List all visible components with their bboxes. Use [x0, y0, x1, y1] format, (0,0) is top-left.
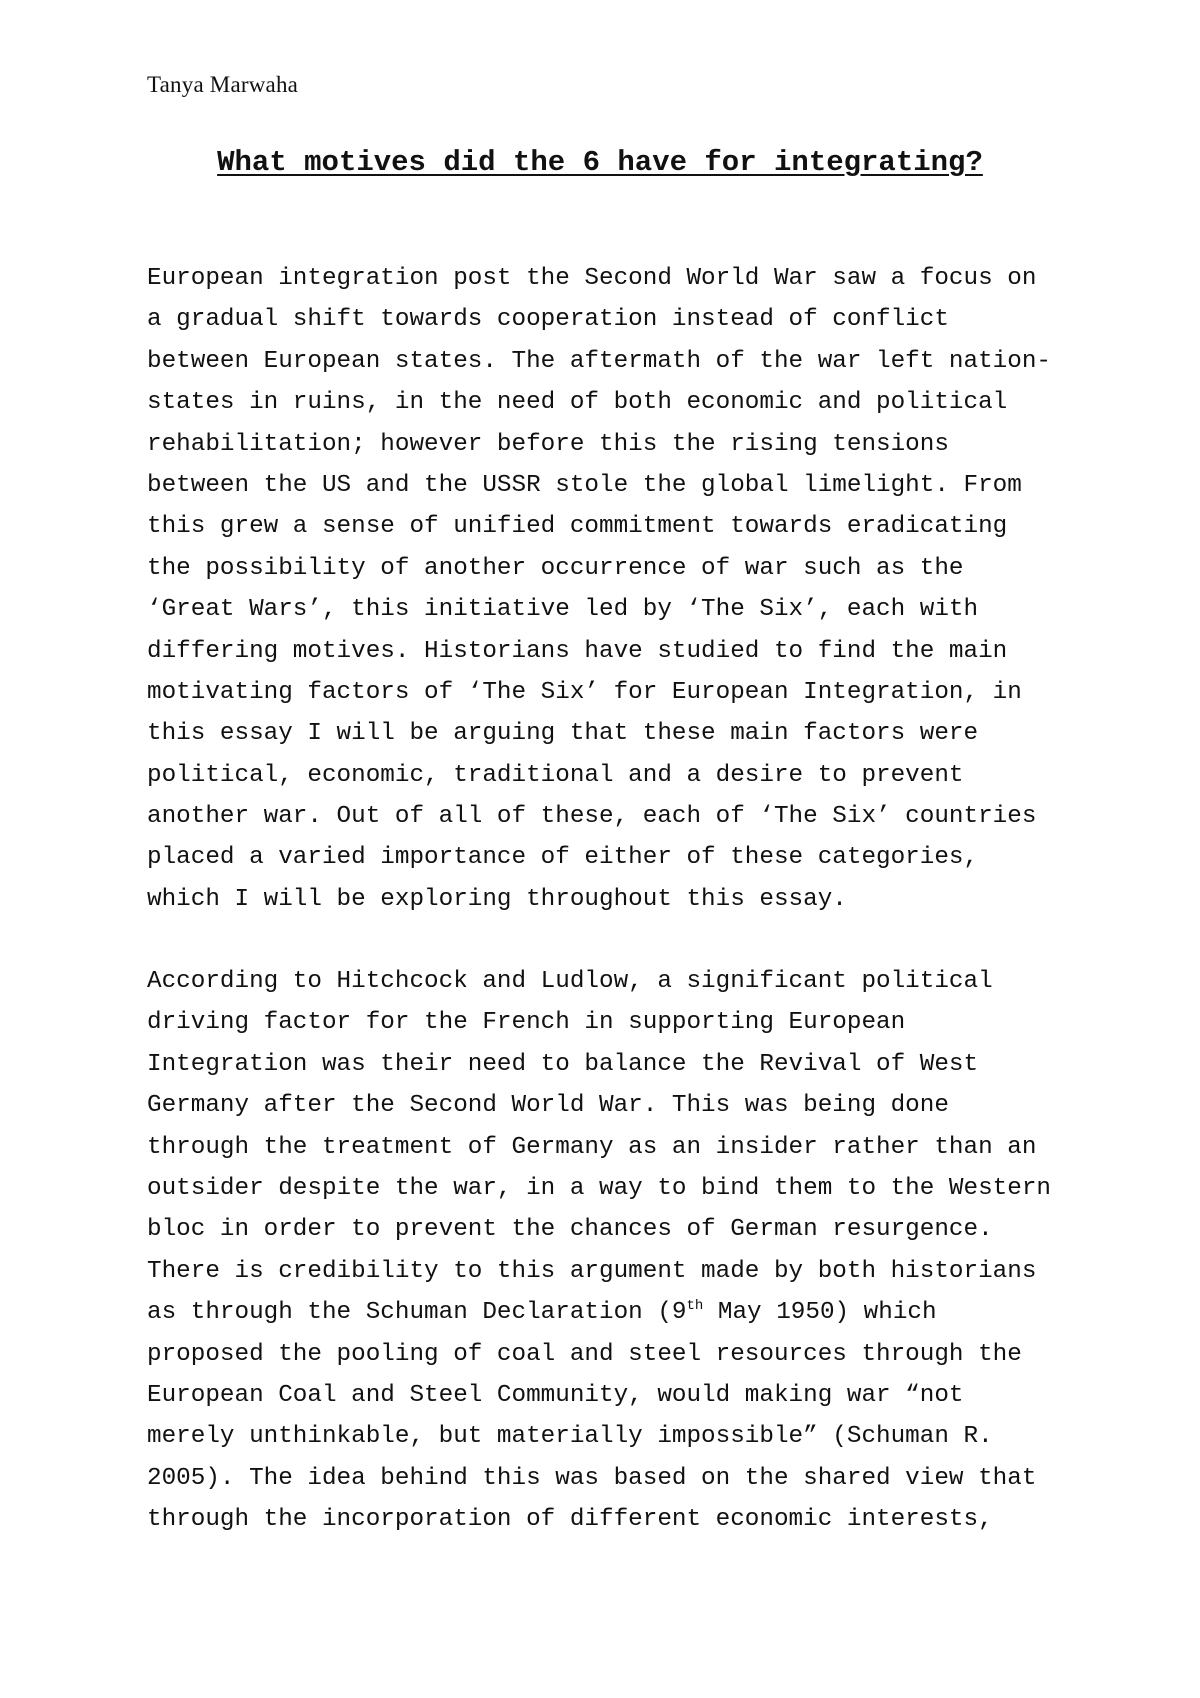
essay-title: What motives did the 6 have for integrating?	[217, 146, 983, 179]
text-line: this essay I will be arguing that these main factors were	[147, 720, 979, 748]
paragraph-political-motives	[147, 961, 1051, 1540]
text-line: Germany after the Second World War. This was being done	[147, 1092, 949, 1120]
text-line: rehabilitation; however before this the rising tensions	[147, 430, 949, 458]
text-line: this grew a sense of unified commitment towards eradicating	[147, 513, 1008, 541]
text-line: driving factor for the French in supporting European	[147, 1009, 906, 1037]
text-line: through the treatment of Germany as an insider rather than an	[147, 1133, 1037, 1161]
text-line: motivating factors of ‘The Six’ for European Integration, in	[147, 678, 1022, 706]
text-line: 2005). The idea behind this was based on the shared view that	[147, 1464, 1037, 1492]
text-line: placed a varied importance of either of these categories,	[147, 844, 979, 872]
text-line: between European states. The aftermath of the war left nation-	[147, 347, 1051, 375]
text-line: differing motives. Historians have studied to find the main	[147, 637, 1008, 665]
text-line: political, economic, traditional and a desire to prevent	[147, 761, 964, 789]
text-line: ‘Great Wars’, this initiative led by ‘The Six’, each with	[147, 596, 979, 624]
text-segment: May 1950) which	[703, 1299, 937, 1327]
text-line: Integration was their need to balance the Revival of West	[147, 1050, 979, 1078]
text-line: bloc in order to prevent the chances of German resurgence.	[147, 1216, 993, 1244]
text-line: the possibility of another occurrence of war such as the	[147, 554, 964, 582]
text-line: There is credibility to this argument made by both historians	[147, 1257, 1037, 1285]
text-line: through the incorporation of different economic interests,	[147, 1506, 993, 1534]
text-line: a gradual shift towards cooperation instead of conflict	[147, 306, 949, 334]
text-line: European Coal and Steel Community, would making war “not	[147, 1381, 964, 1409]
paragraph-introduction	[147, 258, 1051, 920]
text-line: between the US and the USSR stole the global limelight. From	[147, 471, 1022, 499]
text-line: merely unthinkable, but materially impossible” (Schuman R.	[147, 1423, 993, 1451]
text-line: European integration post the Second World War saw a focus on	[147, 265, 1037, 292]
text-line: which I will be exploring throughout this essay.	[147, 885, 847, 913]
text-line: outsider despite the war, in a way to bind them to the Western	[147, 1174, 1051, 1202]
author-name: Tanya Marwaha	[147, 72, 299, 97]
text-segment: as through the Schuman Declaration (9	[147, 1299, 687, 1327]
text-line: another war. Out of all of these, each of ‘The Six’ countries	[147, 803, 1037, 831]
text-line-with-superscript	[147, 1292, 1051, 1333]
ordinal-superscript: th	[686, 1298, 704, 1315]
text-line: states in ruins, in the need of both economic and political	[147, 389, 1008, 417]
text-line: According to Hitchcock and Ludlow, a significant political	[147, 968, 993, 995]
text-line: proposed the pooling of coal and steel resources through the	[147, 1340, 1022, 1368]
